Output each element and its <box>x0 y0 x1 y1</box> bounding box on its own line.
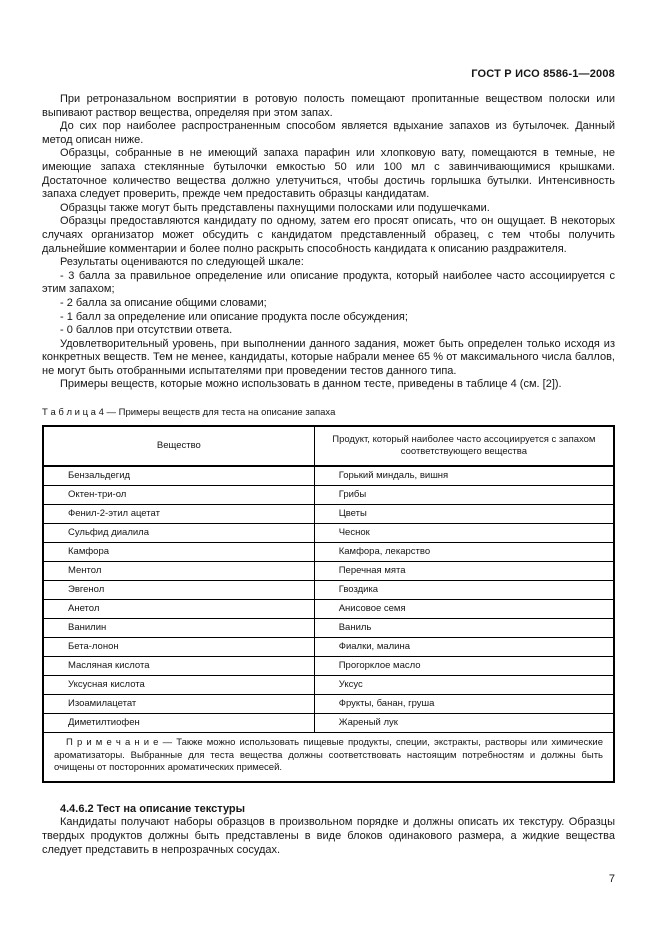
table-row <box>43 581 614 600</box>
table-row <box>43 657 614 676</box>
table-row <box>43 543 614 562</box>
substances-table-header <box>43 426 614 466</box>
substance-cell: Фенил-2-этил ацетат <box>43 505 314 524</box>
paragraph: Образцы, собранные в не имеющий запаха парафин или хлопковую вату, помещаются в темные, не имеющие запаха стеклянные бутылочки емкостью 50 или 100 мл с завинчивающимися крышками. Достаточное количество вещества должно улетучиться, чтобы достичь горлышка бутылки. Интенсивность запаха следует проверить, прежде чем предоставить образцы кандидатам. <box>42 147 615 201</box>
table-row <box>43 714 614 733</box>
header-row <box>43 426 614 466</box>
substance-cell: Ванилин <box>43 619 314 638</box>
product-cell: Фрукты, банан, груша <box>314 695 614 714</box>
substance-cell: Камфора <box>43 543 314 562</box>
table-row <box>43 466 614 486</box>
product-cell: Жареный лук <box>314 714 614 733</box>
paragraph: Кандидаты получают наборы образцов в произвольном порядке и должны описать их текстуру. Образцы твердых продуктов должны быть представлены в виде блоков одинакового размера, а жидкие вещества следует представить в непрозрачных сосудах. <box>42 816 615 856</box>
standard-designation: ГОСТ Р ИСО 8586-1—2008 <box>471 68 615 80</box>
paragraph: При ретроназальном восприятии в ротовую полость помещают пропитанные веществом полоски или выпивают раствор вещества, определяя при этом запах. <box>42 93 615 119</box>
page-number: 7 <box>608 873 615 886</box>
paragraph: Результаты оцениваются по следующей шкале: <box>60 256 304 269</box>
paragraph: Примеры веществ, которые можно использовать в данном тесте, приведены в таблице 4 (см. [2]). <box>60 378 562 391</box>
column-header-substance: Вещество <box>43 426 314 466</box>
table-row <box>43 695 614 714</box>
table-row <box>43 676 614 695</box>
substance-cell: Ментол <box>43 562 314 581</box>
product-cell: Грибы <box>314 486 614 505</box>
substance-cell: Сульфид диалила <box>43 524 314 543</box>
table-row <box>43 562 614 581</box>
substances-table <box>42 425 615 783</box>
table-row <box>43 619 614 638</box>
substance-cell: Изоамилацетат <box>43 695 314 714</box>
list-item-1-point: - 1 балл за определение или описание продукта после обсуждения; <box>60 310 408 323</box>
column-header-product: Продукт, который наиболее часто ассоциируется с запахом соответствующего вещества <box>314 426 614 466</box>
product-cell: Камфора, лекарство <box>314 543 614 562</box>
substances-table-body <box>43 466 614 733</box>
paragraph: Образцы предоставляются кандидату по одному, затем его просят описать, что он ощущает. В некоторых случаях организатор может обсудить с кандидатом представленный образец, с тем чтобы получить дальнейшие комментарии и более полно раскрыть способность кандидата к описанию раздражителя. <box>42 215 615 255</box>
list-item-2-points: - 2 балла за описание общими словами; <box>60 296 267 309</box>
table-row <box>43 600 614 619</box>
product-cell: Цветы <box>314 505 614 524</box>
product-cell: Перечная мята <box>314 562 614 581</box>
note-row <box>43 733 614 782</box>
substances-table-note <box>43 733 614 782</box>
substance-cell: Октен-три-ол <box>43 486 314 505</box>
product-cell: Чеснок <box>314 524 614 543</box>
paragraph: До сих пор наиболее распространенным способом является вдыхание запахов из бутылочек. Данный метод описан ниже. <box>42 120 615 146</box>
product-cell: Прогорклое масло <box>314 657 614 676</box>
paragraph: Образцы также могут быть представлены пахнущими полосками или подушечками. <box>60 201 490 214</box>
section-heading: 4.4.6.2 Тест на описание текстуры <box>60 802 246 815</box>
table-row <box>43 505 614 524</box>
product-cell: Уксус <box>314 676 614 695</box>
substance-cell: Уксусная кислота <box>43 676 314 695</box>
table-note: П р и м е ч а н и е — Также можно использовать пищевые продукты, специи, экстракты, растворы или химические ароматизаторы. Выбранные для теста вещества должны соответствовать настоящим потребностям и должны быть очищены от посторонних ароматических примесей. <box>43 733 614 782</box>
substance-cell: Бензальдегид <box>43 466 314 486</box>
substance-cell: Бета-лонон <box>43 638 314 657</box>
substance-cell: Анетол <box>43 600 314 619</box>
product-cell: Анисовое семя <box>314 600 614 619</box>
product-cell: Горький миндаль, вишня <box>314 466 614 486</box>
body-text <box>42 93 615 392</box>
table-row <box>43 638 614 657</box>
table-row <box>43 486 614 505</box>
substance-cell: Эвгенол <box>43 581 314 600</box>
paragraph: Удовлетворительный уровень, при выполнении данного задания, может быть определен только исходя из конкретных веществ. Тем не менее, кандидаты, которые набрали менее 65 % от максимального числа баллов, не могут быть отобранными испытателями при проведении тестов данного типа. <box>42 337 615 377</box>
product-cell: Фиалки, малина <box>314 638 614 657</box>
list-item-0-points: - 0 баллов при отсутствии ответа. <box>60 324 233 337</box>
list-item-3-points: - 3 балла за правильное определение или описание продукта, который наиболее часто ассоциируется с этим запахом; <box>42 269 615 296</box>
substance-cell: Масляная кислота <box>43 657 314 676</box>
table-row <box>43 524 614 543</box>
table-caption: Т а б л и ц а 4 — Примеры веществ для теста на описание запаха <box>42 407 336 419</box>
product-cell: Ваниль <box>314 619 614 638</box>
substance-cell: Диметилтиофен <box>43 714 314 733</box>
product-cell: Гвоздика <box>314 581 614 600</box>
